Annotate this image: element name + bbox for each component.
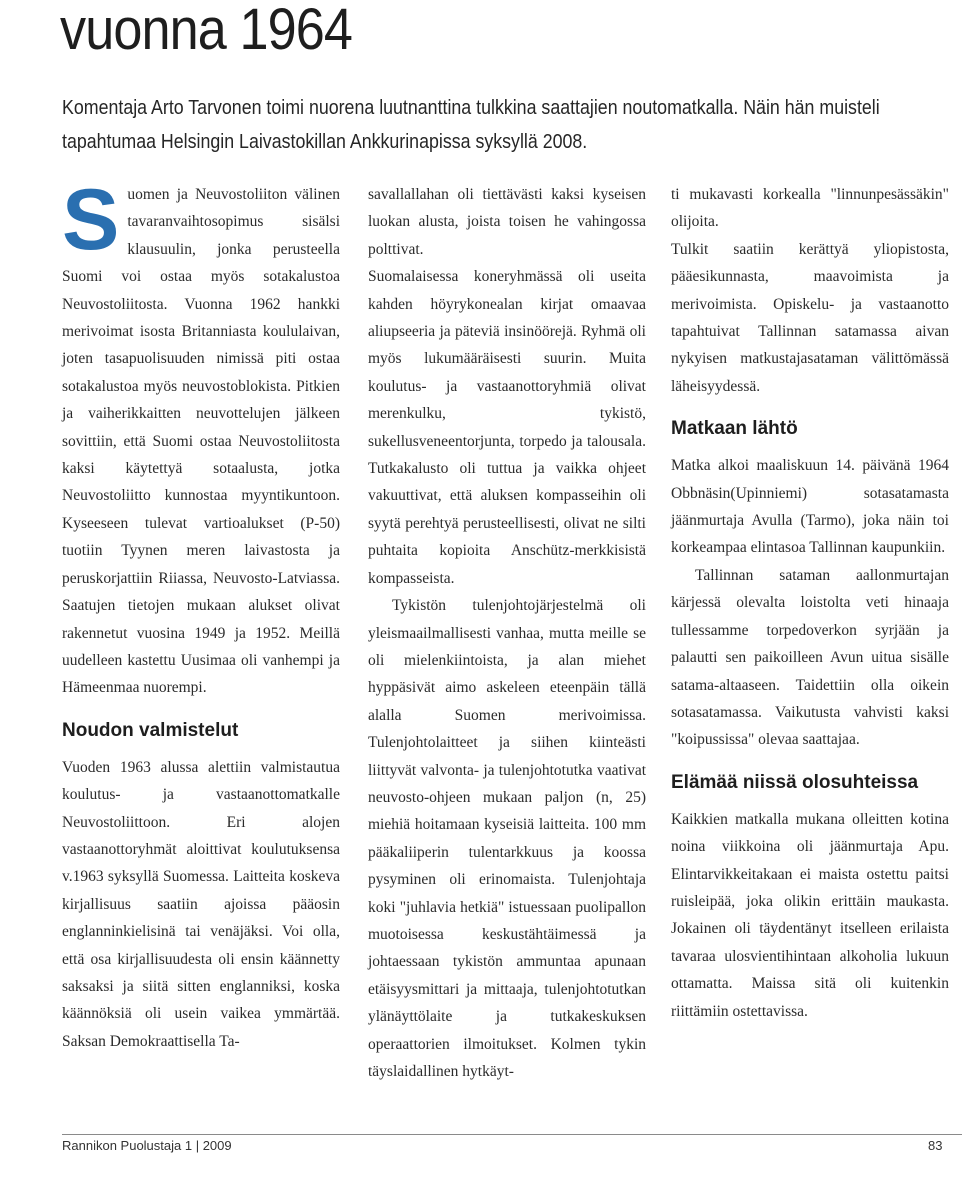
page-number: 83 [928,1138,943,1153]
paragraph: Tulkit saatiin kerättyä yliopistosta, pääesikunnasta, maavoimista ja merivoimista. Opiskelu- ja vastaanotto tapahtuivat Tallinnan satamassa aivan nykyisen matkustajasataman välittömässä läheisyydessä. [671,240,949,395]
paragraph [62,172,340,702]
article-lead: Komentaja Arto Tarvonen toimi nuorena luutnanttina tulkkina saattajien noutomatkalla. Näin hän muisteli tapahtumaa Helsingin Laivastokillan Ankkurinapissa syksyllä 2008. [62,96,880,153]
paragraph: Matka alkoi maaliskuun 14. päivänä 1964 Obbnäsin(Upinniemi) sotasatamasta jäänmurtaja Avulla (Tarmo), joka näin toi korkeampaa elintasoa Tallinnan kaupunkiin. [671,457,949,557]
paragraph-text: uomen ja Neuvostoliiton välinen tavaranvaihtosopimus sisälsi klausuulin, jonka perusteella Suomi voi ostaa myös sotakalustoa Neuvostoliitosta. Vuonna 1962 hankki merivoimat isosta Britanniasta koululaivan, joten tasapuolisuuden nimissä piti ostaa sotakalustoa myös neuvostoblokista. Pitkien ja vaiherikkaitten neuvottelujen jälkeen sovittiin, että Suomi ostaa Neuvostoliitosta kaksi käytettyä sotaalusta, jotka Neuvostoliitto kunnostaa myyntikuntoon. Kyseeseen tulevat vartioalukset (P-50) tuotiin Tyynen meren laivastosta ja peruskorjattiin Riiassa, Neuvosto-Latviassa. Saatujen tietojen mukaan alukset olivat rakennetut vuosina 1949 ja 1952. Meillä uudelleen kastettu Uusimaa oli vanhempi ja Hämeenmaa nuorempi. [62,186,340,697]
paragraph: Tykistön tulenjohtojärjestelmä oli yleismaailmallisesti vanhaa, mutta meille se oli mielenkiintoista, ja alan miehet hyppäsivät aimo askeleen eteenpäin tällä alalla Suomen merivoimissa. Tulenjohtolaitteet ja siihen kiinteästi liittyvät valvonta- ja tulenjohtotutka vaativat neuvosto-ohjeen mukaan paljon (n, 25) miehiä hoitamaan kyseisiä laitteita. 100 mm pääkaliiperin tulentarkkuus ja koossa pysyminen oli erinomaista. Tulenjohtaja koki "juhlavia hetkiä" istuessaan puolipallon muotoisessa keskustähtäimessä ja johtaessaan tykistön ammuntaa apunaan etäisyysmittari ja mittaaja, tulenjohtotutkan ylänäyttölaite ja tutkakeskuksen operaattorien ilmoitukset. Kolmen tykin täyslaidallinen hytkäyt- [368,597,646,1080]
paragraph: ti mukavasti korkealla "linnunpesässäkin" olijoita. [671,186,949,231]
section-heading: Matkaan lähtö [671,418,798,440]
paragraph: Kaikkien matkalla mukana olleitten kotina noina viikkoina oli jäänmurtaja Apu. Elintarvikkeitakaan ei maista ostettu paitsi ruisleipää, joka olikin erittäin maukasta. Jokainen oli täydentänyt itselleen erilaista tavaraa ulosvientihintaan alkoholia lukuun ottamatta. Maissa sitä oli kuitenkin riittämiin ostettavissa. [671,810,949,1020]
column-3 [671,181,949,1020]
paragraph: Vuoden 1963 alussa alettiin valmistautua koulutus- ja vastaanottomatkalle Neuvostoliittoon. Eri alojen vastaanottoryhmät aloittivat koulutuksensa v.1963 syksyllä Suomessa. Laitteita koskeva kirjallisuus saatiin ajoissa pääosin englanninkielisinä tai venäjäksi. Voi olla, että osa kirjallisuudesta oli ensin käännetty saksaksi ja siitä sitten englanniksi, koska käännöksiä oli usein vaikea ymmärtää. Saksan Demokraattisella Ta- [62,758,340,1050]
section-heading: Noudon valmistelut [62,719,239,741]
drop-cap: S [62,172,120,268]
article-title: vuonna 1964 [60,0,352,62]
paragraph: savallallahan oli tiettävästi kaksi kyseisen luokan alusta, joista toisen he vahingossa polttivat. [368,186,646,258]
paragraph: Tallinnan sataman aallonmurtajan kärjessä olevalta loistolta veti hinaaja tullessamme torpedoverkon syrjään ja palautti sen paikoilleen Avun uitua sisälle satama-altaaseen. Taidettiin olla oikein sotasatamassa. Vaikutusta vahvisti kaksi "koipussissa" olevaa saattajaa. [671,566,949,749]
footer-divider [62,1134,962,1135]
column-1 [62,172,340,1050]
publication-name: Rannikon Puolustaja 1 | 2009 [62,1138,232,1153]
section-heading: Elämää niissä olosuhteissa [671,771,919,793]
paragraph: Suomalaisessa koneryhmässä oli useita kahden höyrykonealan kirjat omaavaa aliupseeria ja päteviä insinöörejä. Ryhmä oli myös lukumääräisesti suurin. Muita koulutus- ja vastaanottoryhmiä olivat merenkulku, tykistö, sukellusveneentorjunta, torpedo ja talousala. Tutkakalusto oli tuttua ja vaikka ohjeet vakuuttivat, että aluksen kompasseihin oli syytä perehtyä perusteellisesti, olivat ne silti puhtaita kopioita Anschütz-merkkisistä kompasseista. [368,268,646,587]
column-2 [368,181,646,1080]
